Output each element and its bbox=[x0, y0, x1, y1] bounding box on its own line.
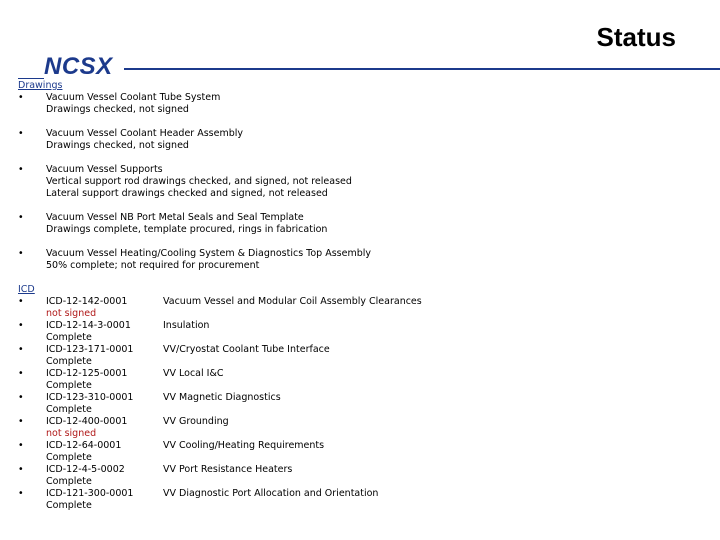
drawing-title: Vacuum Vessel Supports bbox=[46, 164, 163, 175]
bullet: • bbox=[18, 392, 24, 403]
icd-status: not signed bbox=[46, 308, 97, 319]
bullet: • bbox=[18, 92, 24, 103]
drawing-status: 50% complete; not required for procurement bbox=[46, 260, 260, 271]
icd-id: ICD-123-171-0001 bbox=[46, 344, 134, 355]
bullet: • bbox=[18, 128, 24, 139]
bullet: • bbox=[18, 464, 24, 475]
drawing-title: Vacuum Vessel NB Port Metal Seals and Seal Template bbox=[46, 212, 304, 223]
drawing-item bbox=[18, 128, 698, 152]
bullet: • bbox=[18, 212, 24, 223]
icd-description: VV Cooling/Heating Requirements bbox=[163, 440, 325, 451]
drawings-heading: Drawings bbox=[18, 80, 63, 91]
bullet: • bbox=[18, 248, 24, 259]
drawing-item bbox=[18, 248, 698, 272]
bullet: • bbox=[18, 440, 24, 451]
icd-id: ICD-12-64-0001 bbox=[46, 440, 122, 451]
icd-status: Complete bbox=[46, 452, 92, 463]
icd-id: ICD-123-310-0001 bbox=[46, 392, 134, 403]
drawing-item bbox=[18, 164, 698, 200]
icd-id: ICD-12-4-5-0002 bbox=[46, 464, 125, 475]
drawing-title: Vacuum Vessel Coolant Header Assembly bbox=[46, 128, 244, 139]
bullet: • bbox=[18, 344, 24, 355]
bullet: • bbox=[18, 416, 24, 427]
bullet: • bbox=[18, 296, 24, 307]
icd-status: Complete bbox=[46, 404, 92, 415]
drawing-status: Lateral support drawings checked and signed, not released bbox=[46, 188, 328, 199]
icd-status: Complete bbox=[46, 356, 92, 367]
ncsx-logo: NCSX bbox=[44, 53, 113, 80]
icd-description: VV Magnetic Diagnostics bbox=[163, 392, 281, 403]
icd-description: VV/Cryostat Coolant Tube Interface bbox=[163, 344, 330, 355]
header-rule bbox=[124, 68, 720, 70]
icd-description: VV Grounding bbox=[163, 416, 229, 427]
drawing-item bbox=[18, 92, 698, 116]
icd-id: ICD-12-142-0001 bbox=[46, 296, 128, 307]
icd-description: Vacuum Vessel and Modular Coil Assembly Clearances bbox=[163, 296, 422, 307]
drawing-status: Drawings checked, not signed bbox=[46, 140, 189, 151]
drawing-item bbox=[18, 212, 698, 236]
drawing-title: Vacuum Vessel Heating/Cooling System & Diagnostics Top Assembly bbox=[46, 248, 372, 259]
icd-status: Complete bbox=[46, 476, 92, 487]
icd-id: ICD-121-300-0001 bbox=[46, 488, 134, 499]
bullet: • bbox=[18, 164, 24, 175]
drawing-status: Drawings checked, not signed bbox=[46, 104, 189, 115]
bullet: • bbox=[18, 368, 24, 379]
icd-id: ICD-12-14-3-0001 bbox=[46, 320, 131, 331]
page-title: Status bbox=[596, 22, 676, 52]
icd-description: VV Port Resistance Heaters bbox=[163, 464, 293, 475]
bullet: • bbox=[18, 488, 24, 499]
icd-status: Complete bbox=[46, 380, 92, 391]
drawing-status: Drawings complete, template procured, rings in fabrication bbox=[46, 224, 328, 235]
bullet: • bbox=[18, 320, 24, 331]
header-rule-left bbox=[18, 78, 44, 79]
icd-description: Insulation bbox=[163, 320, 210, 331]
icd-status: Complete bbox=[46, 332, 92, 343]
drawing-title: Vacuum Vessel Coolant Tube System bbox=[46, 92, 221, 103]
icd-heading: ICD bbox=[18, 284, 35, 295]
icd-id: ICD-12-125-0001 bbox=[46, 368, 128, 379]
icd-description: VV Local I&C bbox=[163, 368, 224, 379]
icd-description: VV Diagnostic Port Allocation and Orientation bbox=[163, 488, 379, 499]
icd-status: Complete bbox=[46, 500, 92, 511]
drawing-status: Vertical support rod drawings checked, and signed, not released bbox=[46, 176, 352, 187]
icd-id: ICD-12-400-0001 bbox=[46, 416, 128, 427]
icd-status: not signed bbox=[46, 428, 97, 439]
